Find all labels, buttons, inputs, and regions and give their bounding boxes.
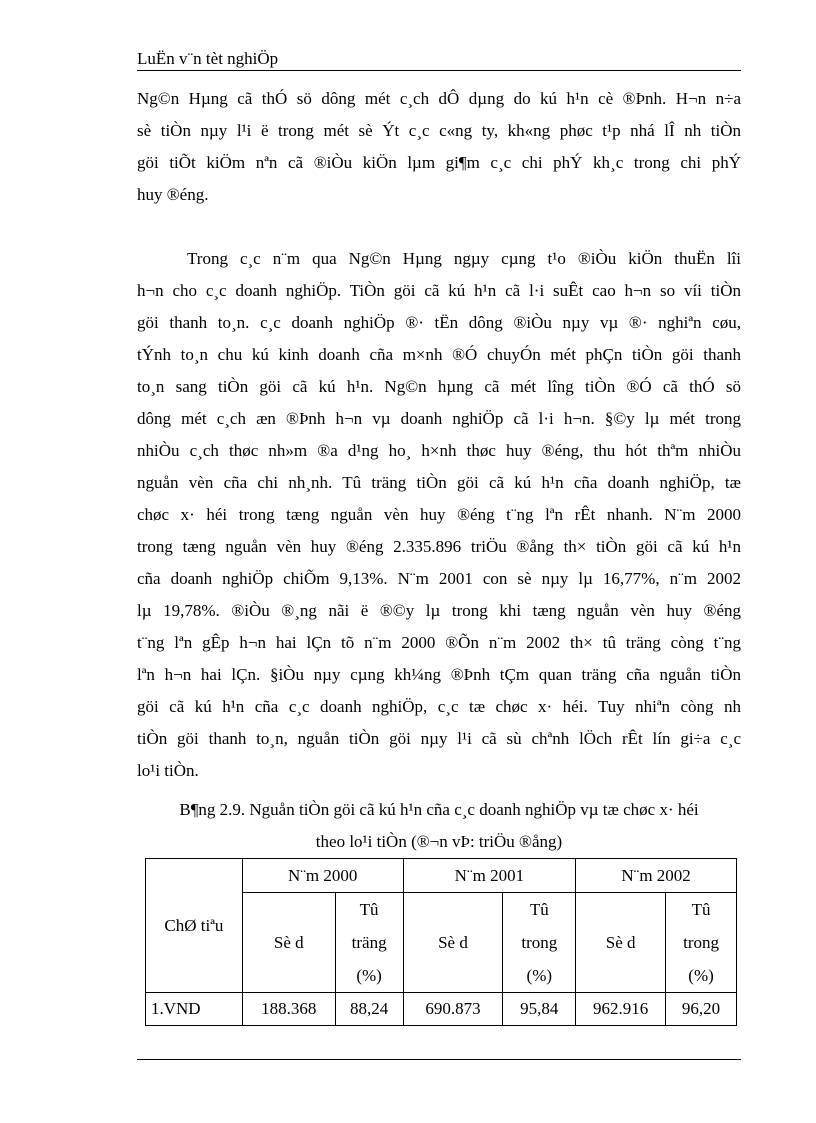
row-label: 1.VND (146, 993, 243, 1026)
table-row (146, 993, 737, 1026)
footer-divider (137, 1059, 741, 1060)
row-header-cell: ChØ tiªu (146, 859, 243, 993)
text-line: lµ 19,78%. ®iÒu ®¸ng nãi ë ®©y lµ trong khi tæng nguån vèn huy ®éng (137, 601, 741, 620)
cell-ratio: 96,20 (666, 993, 737, 1026)
text-line: göi tiÕt kiÖm nªn cã ®iÒu kiÖn lµm gi¶m c¸c chi phÝ kh¸c trong chi phÝ (137, 153, 741, 172)
cell-ratio: 88,24 (335, 993, 403, 1026)
text-line: chøc x· héi trong tæng nguån vèn huy ®éng t¨ng lªn rÊt nhanh. N¨m 2000 (137, 505, 741, 524)
cell-value: 188.368 (242, 993, 335, 1026)
ratio-subheader: Tû träng (%) (335, 893, 403, 993)
text-line: h¬n cho c¸c doanh nghiÖp. TiÒn göi cã kú h¹n cã l·i suÊt cao h¬n so víi tiÒn (137, 281, 741, 300)
header-divider (137, 70, 741, 71)
text-line: Ng©n Hµng cã thÓ sö dông mét c¸ch dÔ dµng do kú h¹n cè ®Þnh. H¬n n÷a (137, 89, 741, 108)
text-line: to¸n sang tiÒn göi cã kú h¹n. Ng©n hµng cã mét lîng tiÒn ®Ó cã thÓ sö (137, 377, 741, 396)
text-line: lªn h¬n hai lÇn. §iÒu nµy cµng kh¼ng ®Þnh tÇm quan träng cña nguån tiÒn (137, 665, 741, 684)
text-line: tÝnh to¸n chu kú kinh doanh cña m×nh ®Ó chuyÓn mét phÇn tiÒn göi thanh (137, 345, 741, 364)
value-subheader: Sè d (403, 893, 503, 993)
text-line: Trong c¸c n¨m qua Ng©n Hµng ngµy cµng t¹o ®iÒu kiÖn thuËn lîi (187, 249, 741, 268)
paragraph-1 (137, 83, 741, 211)
text-line: sè tiÒn nµy l¹i ë trong mét sè Ýt c¸c c«ng ty, kh«ng phøc t¹p nhá lÎ nh tiÒn (137, 121, 741, 140)
text-line: göi cã kú h¹n cña c¸c doanh nghiÖp, c¸c tæ chøc x· héi. Tuy nhiªn còng nh (137, 697, 741, 716)
value-subheader: Sè d (242, 893, 335, 993)
table-caption: B¶ng 2.9. Nguån tiÒn göi cã kú h¹n cña c¸c doanh nghiÖp vµ tæ chøc x· héi (179, 800, 699, 819)
value-subheader: Sè d (576, 893, 666, 993)
ratio-subheader: Tû trong (%) (666, 893, 737, 993)
text-line: nhiÒu c¸ch thøc nh»m ®a d¹ng ho¸ h×nh thøc huy ®éng, thu hót thªm nhiÒu (137, 441, 741, 460)
cell-value: 690.873 (403, 993, 503, 1026)
text-line: göi thanh to¸n. c¸c doanh nghiÖp ®· tËn dông ®iÒu nµy vµ ®· nghiªn cøu, (137, 313, 741, 332)
year-header: N¨m 2002 (576, 859, 737, 893)
year-header: N¨m 2000 (242, 859, 403, 893)
paragraph-2 (137, 243, 741, 787)
running-header: LuËn v¨n tèt nghiÖp (137, 49, 279, 68)
text-line: dông mét c¸ch æn ®Þnh h¬n vµ doanh nghiÖp cã l·i h¬n. §©y lµ mét trong (137, 409, 741, 428)
cell-value: 962.916 (576, 993, 666, 1026)
text-line: trong tæng nguån vèn huy ®éng 2.335.896 triÖu ®ång th× tiÒn göi cã kú h¹n (137, 537, 741, 556)
text-line: t¨ng lªn gÊp h¬n hai lÇn tõ n¨m 2000 ®Õn n¨m 2002 th× tû träng còng t¨ng (137, 633, 741, 652)
deposit-table (145, 858, 737, 1026)
year-header: N¨m 2001 (403, 859, 576, 893)
cell-ratio: 95,84 (503, 993, 576, 1026)
text-line: tiÒn göi thanh to¸n, nguån tiÒn göi nµy l¹i cã sù chªnh lÖch rÊt lín gi÷a c¸c (137, 729, 741, 748)
text-line: nguån vèn cña chi nh¸nh. Tû träng tiÒn göi cã kú h¹n cña doanh nghiÖp, tæ (137, 473, 741, 492)
text-line: cña doanh nghiÖp chiÕm 9,13%. N¨m 2001 con sè nµy lµ 16,77%, n¨m 2002 (137, 569, 741, 588)
text-line: lo¹i tiÒn. (137, 761, 199, 780)
table-caption-unit: theo lo¹i tiÒn (®¬n vÞ: triÖu ®ång) (315, 832, 563, 851)
ratio-subheader: Tû trong (%) (503, 893, 576, 993)
text-line: huy ®éng. (137, 185, 209, 204)
